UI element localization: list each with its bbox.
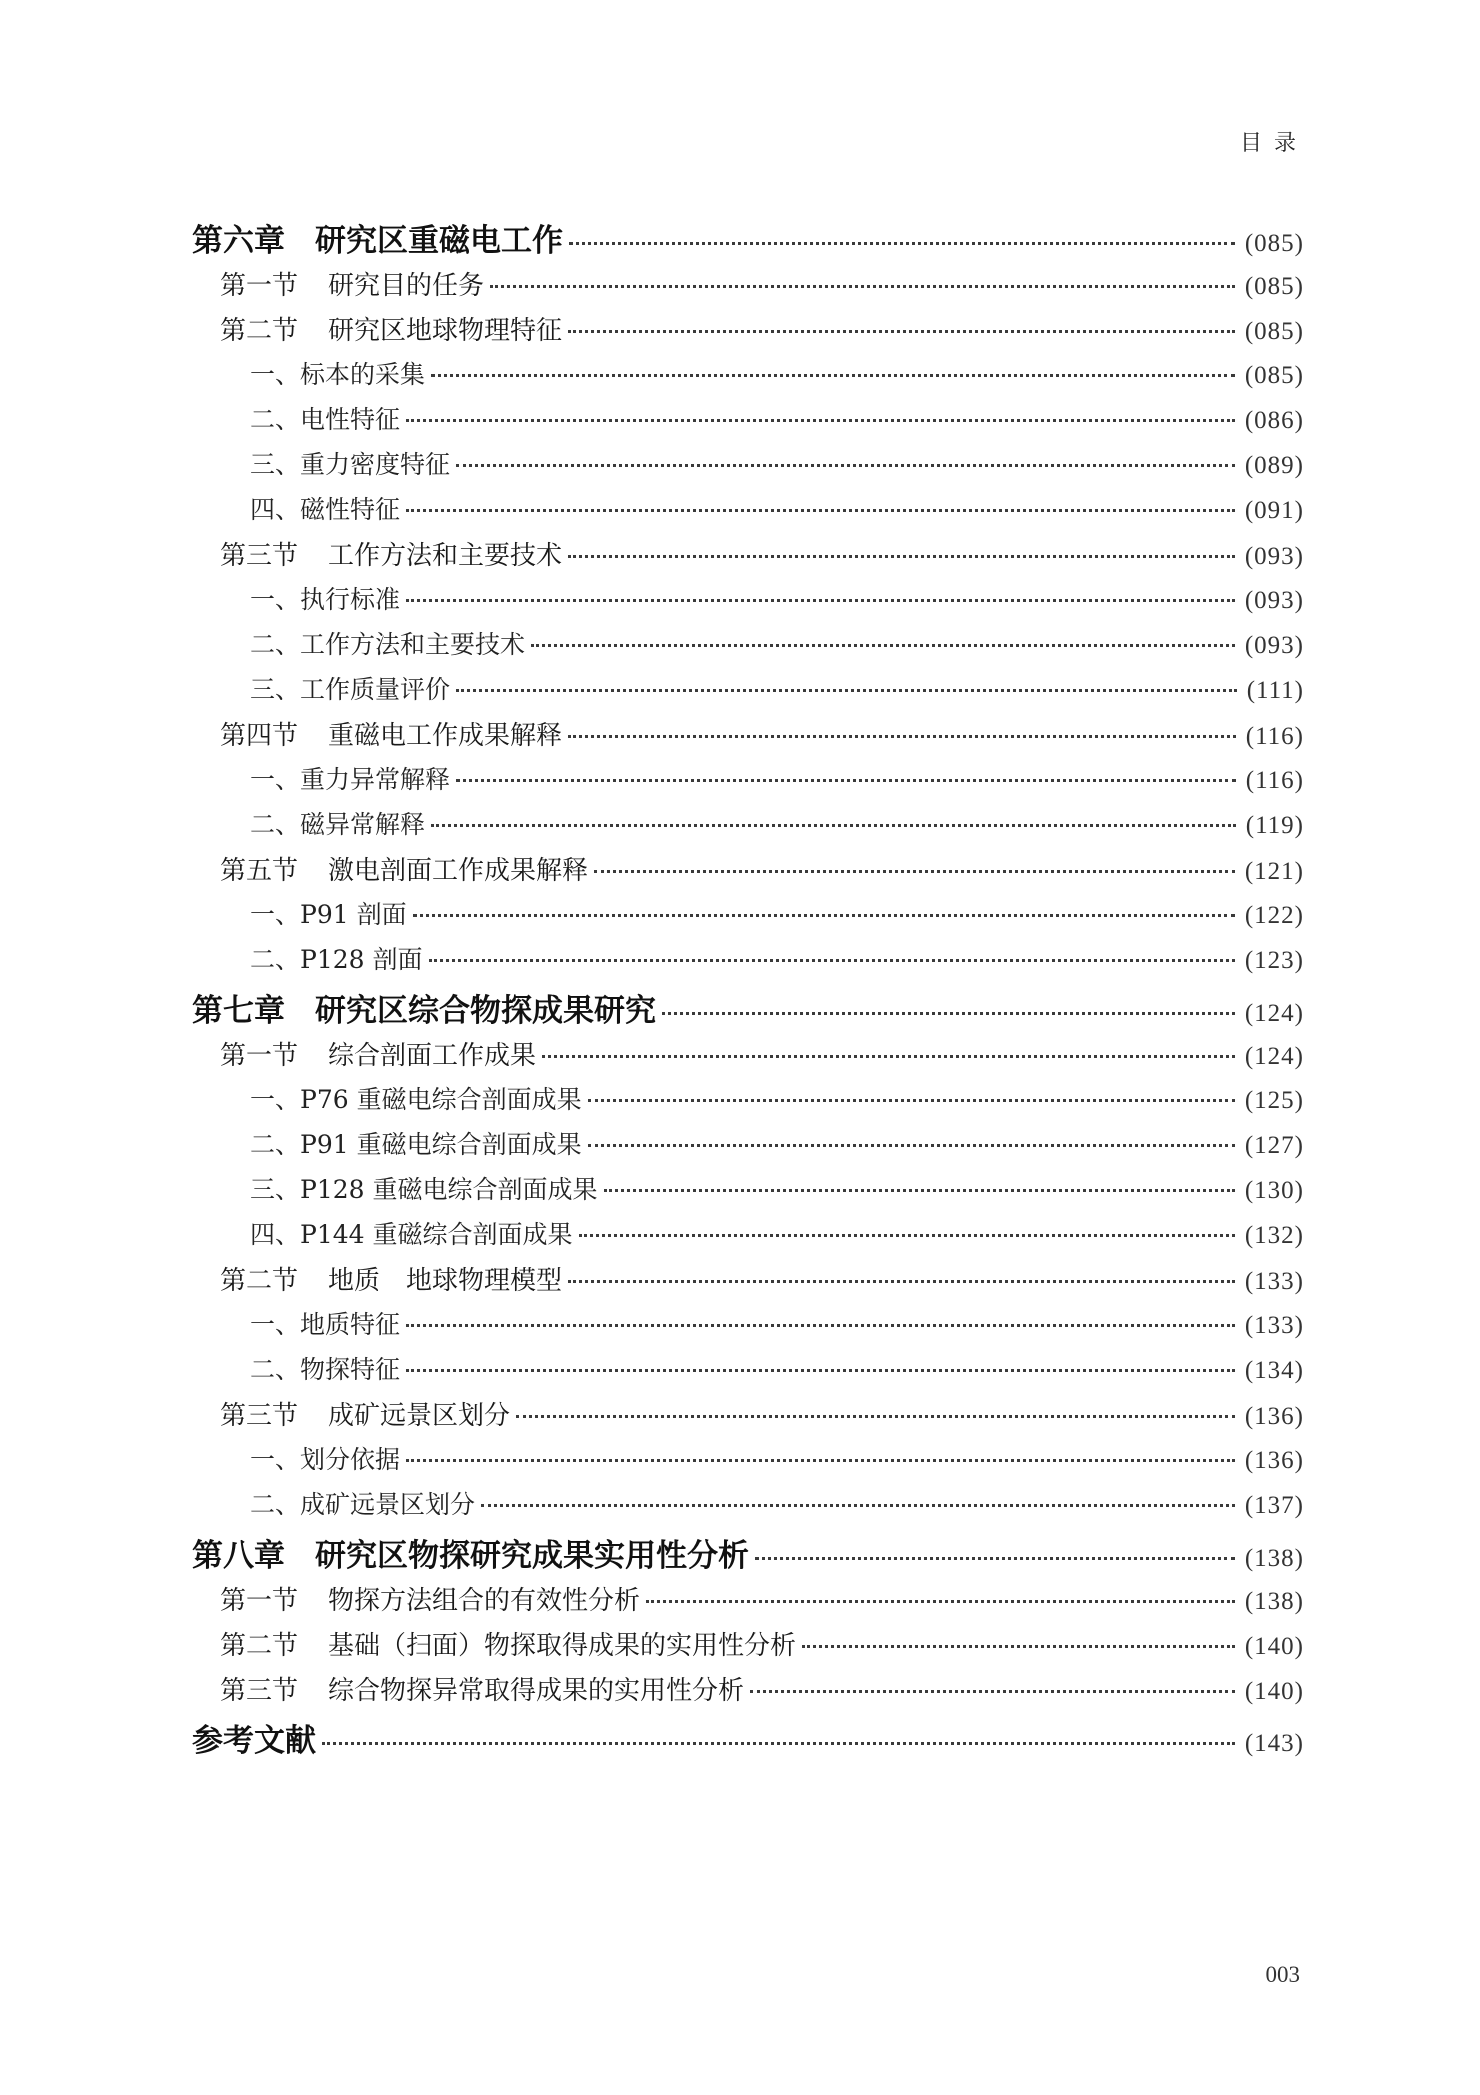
toc-page-number: (133)	[1244, 1312, 1304, 1339]
toc-subsection-row	[192, 760, 1304, 805]
page-number: 003	[1265, 1962, 1300, 1987]
dot-leader	[406, 599, 1235, 602]
toc-entry-title: 激电剖面工作成果解释	[328, 856, 589, 886]
toc-subsection-row	[192, 445, 1304, 490]
toc-entry-label	[250, 1125, 582, 1161]
dot-leader	[750, 1690, 1235, 1693]
dot-leader	[604, 1189, 1235, 1192]
dot-leader	[429, 959, 1235, 962]
toc-subsection-row	[192, 1440, 1304, 1485]
toc-entry-title: 三、P128 重磁电综合剖面成果	[250, 1175, 598, 1204]
toc-entry-label	[220, 850, 588, 887]
toc-entry-title: 物探方法组合的有效性分析	[328, 1586, 641, 1616]
toc-entry-title: 工作方法和主要技术	[328, 541, 563, 571]
toc-entry-label	[220, 1670, 744, 1707]
toc-page-number: (085)	[1244, 318, 1304, 345]
toc-page-number: (138)	[1244, 1545, 1304, 1572]
dot-leader	[406, 509, 1235, 512]
toc-subsection-row	[192, 805, 1304, 850]
toc-entry-label	[250, 1215, 573, 1251]
toc-entry-title: 研究区地球物理特征	[328, 316, 563, 346]
toc-subsection-row	[192, 670, 1304, 715]
toc-page-number: (122)	[1244, 902, 1304, 929]
toc-subsection-row	[192, 1305, 1304, 1350]
toc-entry-title: 研究区综合物探成果研究	[315, 993, 656, 1029]
dot-leader	[588, 1144, 1235, 1147]
dot-leader	[516, 1415, 1235, 1418]
toc-subsection-row	[192, 1215, 1304, 1260]
toc-entry-title: 二、磁异常解释	[250, 810, 426, 839]
toc-section-row	[192, 535, 1304, 580]
toc-entry-number: 第二节	[220, 316, 299, 346]
toc-entry-number: 第二节	[220, 1266, 299, 1296]
toc-page-number: (086)	[1244, 407, 1304, 434]
toc-section-row	[192, 1670, 1304, 1715]
toc-page-number: (133)	[1244, 1268, 1304, 1295]
toc-entry-number: 第三节	[220, 1676, 299, 1706]
toc-entry-label	[192, 985, 656, 1030]
toc-entry-title: 一、划分依据	[250, 1445, 401, 1474]
toc-subsection-row	[192, 580, 1304, 625]
toc-entry-number: 第五节	[220, 856, 299, 886]
toc-section-row	[192, 1395, 1304, 1440]
toc-entry-label	[220, 715, 562, 752]
toc-entry-label	[250, 1350, 400, 1386]
dot-leader	[406, 1324, 1235, 1327]
toc-entry-title: 二、P91 重磁电综合剖面成果	[250, 1130, 582, 1159]
toc-page-number: (138)	[1244, 1588, 1304, 1615]
toc-page-number: (116)	[1245, 767, 1304, 794]
toc-entry-label	[220, 1260, 562, 1297]
toc-page-number: (119)	[1245, 812, 1304, 839]
toc-entry-label	[220, 310, 562, 347]
toc-entry-title: 二、工作方法和主要技术	[250, 630, 526, 659]
dot-leader	[531, 644, 1235, 647]
toc-entry-number: 第一节	[220, 1041, 299, 1071]
toc-page-number: (125)	[1244, 1087, 1304, 1114]
toc-chapter-row	[192, 985, 1304, 1035]
toc-chapter-row	[192, 215, 1304, 265]
toc-entry-title: 二、P128 剖面	[250, 945, 423, 974]
toc-page-number: (137)	[1244, 1492, 1304, 1519]
toc-entry-label	[250, 1485, 475, 1521]
toc-entry-label	[250, 400, 400, 436]
toc-page-number: (093)	[1244, 632, 1304, 659]
toc-page-number: (091)	[1244, 497, 1304, 524]
toc-entry-title: 基础（扫面）物探取得成果的实用性分析	[328, 1631, 797, 1661]
toc-entry-label	[220, 1035, 536, 1072]
toc-subsection-row	[192, 355, 1304, 400]
toc-section-row	[192, 1625, 1304, 1670]
toc-chapter-row	[192, 1715, 1304, 1765]
toc-entry-label	[220, 1395, 510, 1432]
toc-entry-label	[250, 1440, 400, 1476]
toc-entry-label	[250, 355, 425, 391]
toc-entry-title: 一、执行标准	[250, 585, 401, 614]
dot-leader	[406, 1459, 1235, 1462]
toc-chapter-row	[192, 1530, 1304, 1580]
toc-page-number: (134)	[1244, 1357, 1304, 1384]
toc-page-number: (111)	[1246, 677, 1304, 704]
dot-leader	[646, 1600, 1235, 1603]
toc-subsection-row	[192, 1485, 1304, 1530]
toc-subsection-row	[192, 1125, 1304, 1170]
toc-entry-label	[250, 1305, 400, 1341]
toc-page-number: (123)	[1244, 947, 1304, 974]
toc-entry-title: 一、地质特征	[250, 1310, 401, 1339]
toc-page-number: (136)	[1244, 1447, 1304, 1474]
table-of-contents	[192, 215, 1304, 1765]
toc-page-number: (143)	[1244, 1730, 1304, 1757]
toc-section-row	[192, 310, 1304, 355]
toc-entry-title: 研究目的任务	[328, 271, 485, 301]
dot-leader	[431, 824, 1236, 827]
toc-page-number: (093)	[1244, 587, 1304, 614]
toc-entry-title: 研究区物探研究成果实用性分析	[315, 1538, 749, 1574]
toc-entry-number: 第三节	[220, 541, 299, 571]
toc-entry-title: 一、P91 剖面	[250, 900, 407, 929]
dot-leader	[456, 464, 1235, 467]
toc-entry-label	[220, 265, 484, 302]
toc-page-number: (085)	[1244, 230, 1304, 257]
dot-leader	[406, 1369, 1235, 1372]
toc-entry-title: 重磁电工作成果解释	[328, 721, 563, 751]
toc-entry-title: 地质 地球物理模型	[328, 1266, 563, 1296]
toc-entry-label	[250, 760, 450, 796]
toc-entry-title: 一、重力异常解释	[250, 765, 451, 794]
toc-page-number: (124)	[1244, 1000, 1304, 1027]
dot-leader	[413, 914, 1235, 917]
dot-leader	[542, 1055, 1235, 1058]
dot-leader	[755, 1557, 1235, 1560]
toc-entry-number: 第一节	[220, 271, 299, 301]
toc-entry-label	[250, 940, 423, 976]
toc-entry-title: 一、标本的采集	[250, 360, 426, 389]
dot-leader	[569, 242, 1235, 245]
toc-entry-number: 第一节	[220, 1586, 299, 1616]
toc-page-number: (130)	[1244, 1177, 1304, 1204]
toc-entry-label	[250, 490, 400, 526]
toc-page-number: (089)	[1244, 452, 1304, 479]
dot-leader	[322, 1742, 1235, 1745]
toc-entry-title: 一、P76 重磁电综合剖面成果	[250, 1085, 582, 1114]
toc-entry-label	[220, 1625, 796, 1662]
toc-entry-title: 成矿远景区划分	[328, 1401, 511, 1431]
toc-entry-label	[250, 445, 450, 481]
toc-entry-title: 研究区重磁电工作	[315, 223, 563, 259]
toc-entry-label	[192, 1530, 749, 1575]
toc-entry-title: 二、物探特征	[250, 1355, 401, 1384]
toc-page-number: (140)	[1244, 1633, 1304, 1660]
toc-entry-title: 四、磁性特征	[250, 495, 401, 524]
toc-entry-label	[192, 1715, 316, 1760]
toc-page-number: (085)	[1244, 362, 1304, 389]
toc-section-row	[192, 715, 1304, 760]
toc-page-number: (132)	[1244, 1222, 1304, 1249]
toc-subsection-row	[192, 895, 1304, 940]
toc-entry-number: 第八章	[192, 1538, 285, 1574]
dot-leader	[568, 555, 1235, 558]
toc-entry-number: 第四节	[220, 721, 299, 751]
dot-leader	[481, 1504, 1235, 1507]
dot-leader	[802, 1645, 1235, 1648]
toc-entry-label	[250, 1170, 598, 1206]
dot-leader	[588, 1099, 1235, 1102]
dot-leader	[594, 870, 1235, 873]
dot-leader	[579, 1234, 1235, 1237]
toc-entry-number: 第七章	[192, 993, 285, 1029]
toc-entry-label	[192, 215, 563, 260]
dot-leader	[490, 285, 1235, 288]
toc-page-number: (085)	[1244, 273, 1304, 300]
dot-leader	[568, 1280, 1235, 1283]
toc-entry-label	[250, 580, 400, 616]
dot-leader	[568, 330, 1235, 333]
toc-subsection-row	[192, 625, 1304, 670]
toc-entry-title: 二、电性特征	[250, 405, 401, 434]
toc-entry-label	[220, 535, 562, 572]
toc-page-number: (116)	[1245, 723, 1304, 750]
toc-entry-number: 第三节	[220, 1401, 299, 1431]
toc-section-row	[192, 1580, 1304, 1625]
toc-subsection-row	[192, 1080, 1304, 1125]
dot-leader	[406, 419, 1235, 422]
toc-subsection-row	[192, 400, 1304, 445]
dot-leader	[456, 689, 1237, 692]
toc-subsection-row	[192, 1170, 1304, 1215]
running-head: 目录	[1239, 131, 1308, 156]
toc-entry-label	[250, 805, 425, 841]
toc-section-row	[192, 1035, 1304, 1080]
toc-entry-title: 综合物探异常取得成果的实用性分析	[328, 1676, 745, 1706]
toc-section-row	[192, 1260, 1304, 1305]
toc-page-number: (127)	[1244, 1132, 1304, 1159]
toc-subsection-row	[192, 490, 1304, 535]
dot-leader	[568, 735, 1236, 738]
toc-section-row	[192, 265, 1304, 310]
toc-subsection-row	[192, 1350, 1304, 1395]
toc-entry-label	[250, 670, 450, 706]
toc-subsection-row	[192, 940, 1304, 985]
toc-entry-number: 第六章	[192, 223, 285, 259]
toc-page-number: (121)	[1244, 858, 1304, 885]
toc-entry-title: 二、成矿远景区划分	[250, 1490, 476, 1519]
toc-entry-title: 三、重力密度特征	[250, 450, 451, 479]
toc-entry-number: 第二节	[220, 1631, 299, 1661]
toc-entry-title: 四、P144 重磁综合剖面成果	[250, 1220, 573, 1249]
toc-entry-title: 综合剖面工作成果	[328, 1041, 537, 1071]
toc-page-number: (136)	[1244, 1403, 1304, 1430]
toc-entry-title: 参考文献	[192, 1723, 316, 1759]
dot-leader	[456, 779, 1236, 782]
toc-entry-label	[220, 1580, 640, 1617]
toc-entry-title: 三、工作质量评价	[250, 675, 451, 704]
dot-leader	[662, 1012, 1235, 1015]
toc-entry-label	[250, 625, 525, 661]
toc-page-number: (140)	[1244, 1678, 1304, 1705]
dot-leader	[431, 374, 1235, 377]
toc-page-number: (124)	[1244, 1043, 1304, 1070]
toc-page-number: (093)	[1244, 543, 1304, 570]
toc-entry-label	[250, 1080, 582, 1116]
toc-entry-label	[250, 895, 407, 931]
toc-section-row	[192, 850, 1304, 895]
